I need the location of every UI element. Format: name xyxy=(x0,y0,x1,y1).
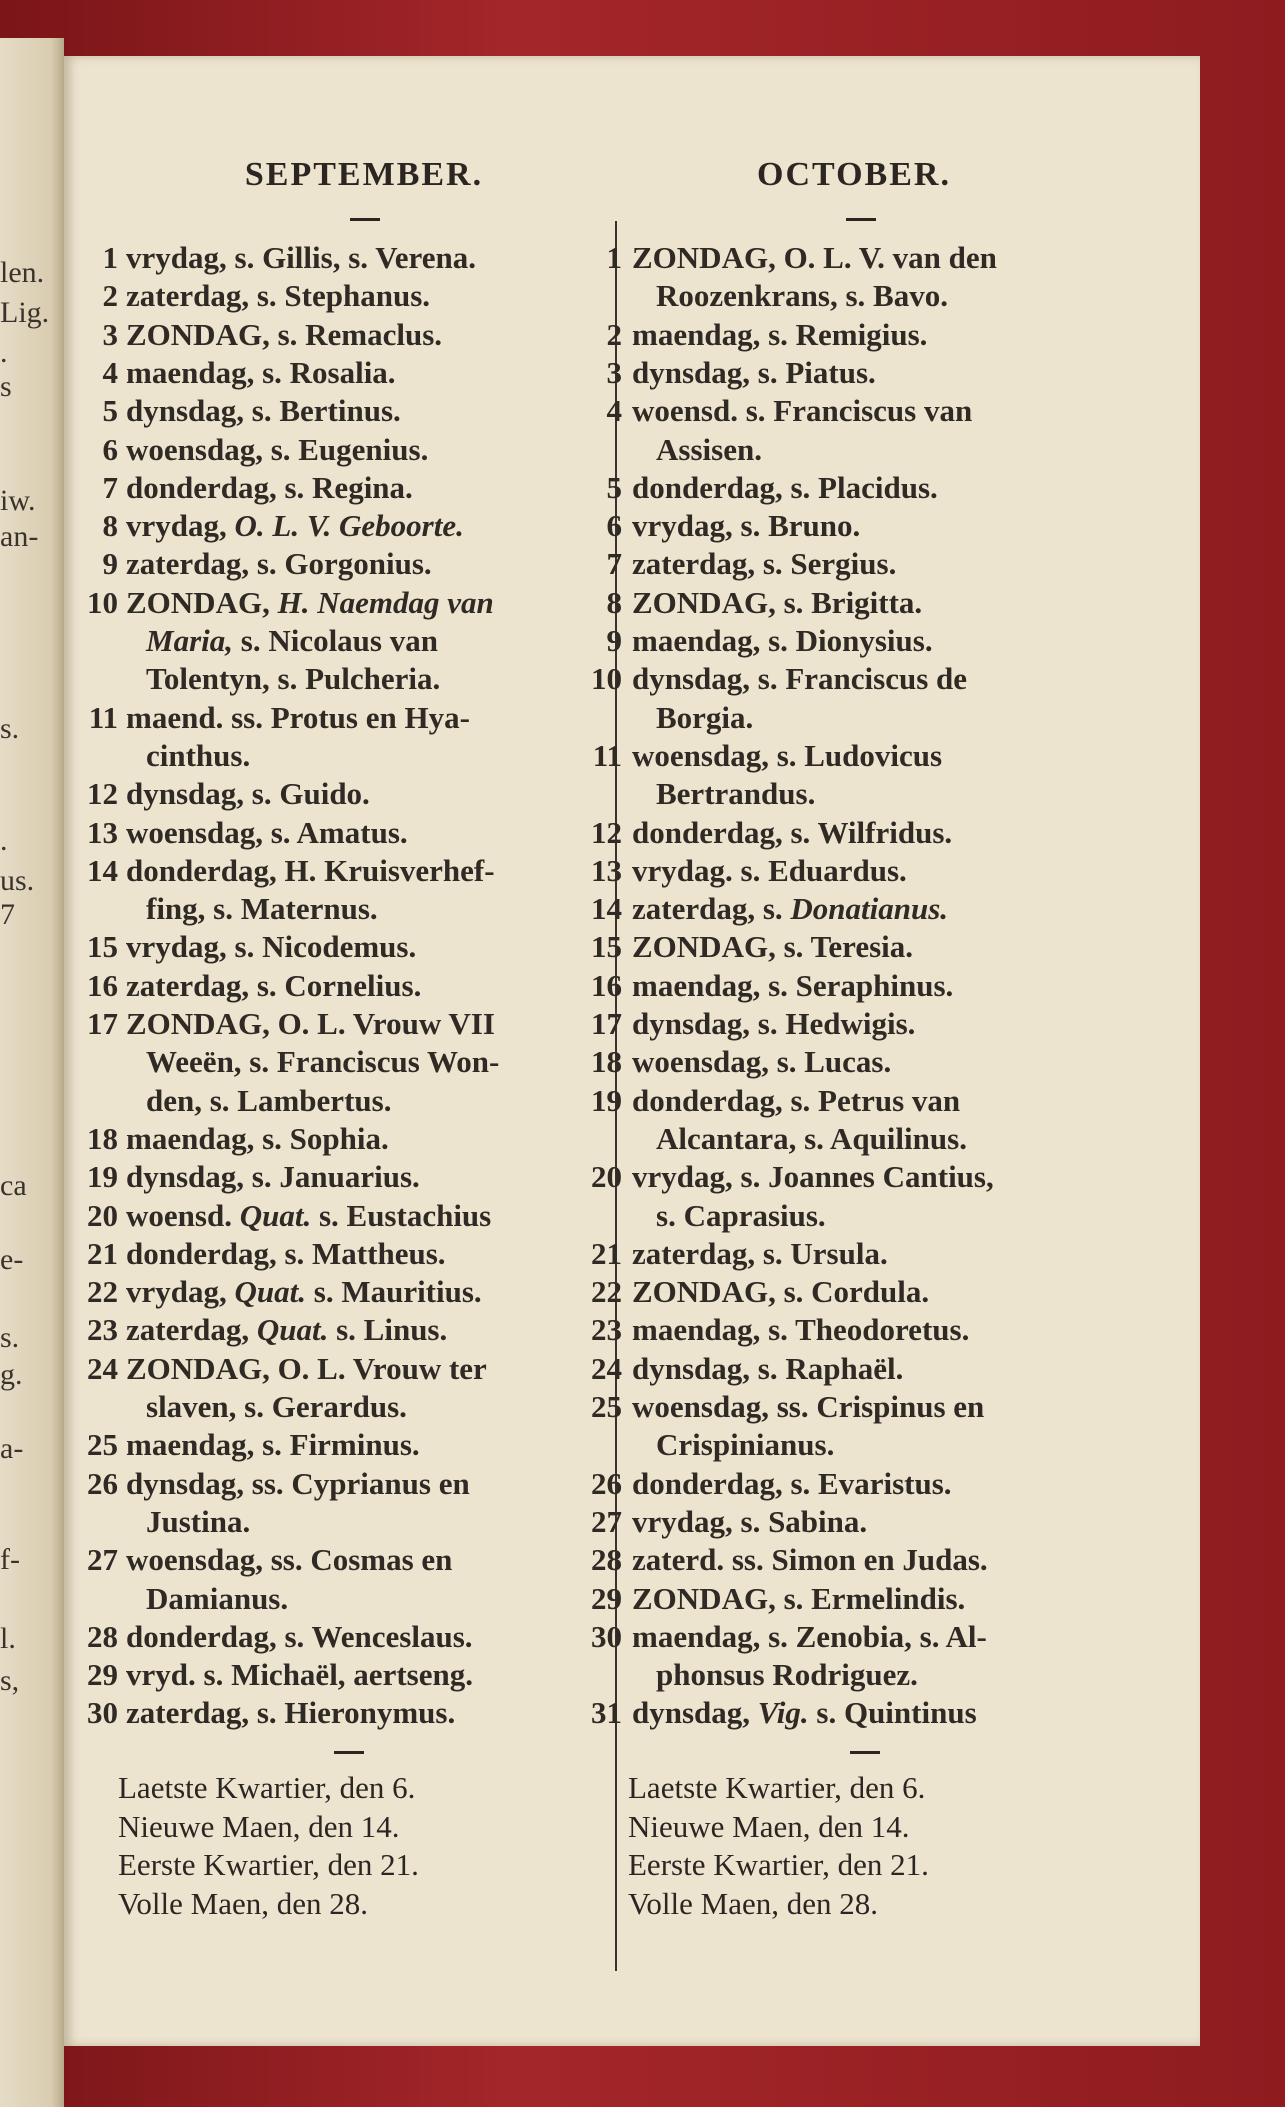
entry-line xyxy=(632,469,938,507)
day-number: 24 xyxy=(87,1350,118,1386)
day-number: 20 xyxy=(591,1159,622,1195)
entry-text: woensdag, s. Lucas. xyxy=(632,1044,892,1080)
day-number: 28 xyxy=(87,1618,118,1654)
entry-text: zaterdag, xyxy=(126,1312,257,1348)
entry-text: maendag, s. Sophia. xyxy=(126,1120,389,1156)
left-page-fragment: . xyxy=(0,824,8,858)
entry-line xyxy=(126,699,470,737)
left-page-fragment: l. xyxy=(0,1622,16,1656)
october-heading: OCTOBER. xyxy=(757,156,951,193)
entry-text: woensdag, s. Ludovicus xyxy=(632,737,943,773)
entry-text: O. L. V. Geboorte. xyxy=(234,508,464,544)
entry-line xyxy=(632,1503,867,1541)
left-page-fragment: len. xyxy=(0,255,45,289)
entry-text: dynsdag, s. Januarius. xyxy=(126,1159,420,1195)
day-number: 1 xyxy=(606,240,622,275)
day-number: 25 xyxy=(591,1389,622,1424)
entry-line xyxy=(126,1311,447,1349)
entry-line xyxy=(126,1541,452,1579)
entry-line xyxy=(126,775,370,813)
entry-line xyxy=(632,814,952,852)
left-page-fragment: s. xyxy=(0,1321,20,1355)
day-number: 19 xyxy=(591,1082,622,1118)
entry-line xyxy=(126,469,413,507)
entry-text: dynsdag, s. Hedwigis. xyxy=(632,1006,916,1041)
day-number: 10 xyxy=(87,584,118,620)
entry-text: Maria, xyxy=(146,623,233,658)
entry-text: H. Naemdag van xyxy=(277,584,494,620)
day-number: 29 xyxy=(87,1657,118,1693)
day-number: 1 xyxy=(102,240,118,275)
day-number: 10 xyxy=(591,661,622,697)
day-number: 22 xyxy=(591,1274,622,1310)
day-number: 8 xyxy=(606,584,622,620)
entry-text: dynsdag, s. Guido. xyxy=(126,776,370,812)
entry-line xyxy=(126,1350,487,1388)
moon-section-rule xyxy=(334,1751,364,1754)
day-number: 9 xyxy=(102,546,118,582)
entry-line xyxy=(146,1043,499,1081)
entry-line xyxy=(632,928,913,966)
day-number: 5 xyxy=(102,393,118,429)
entry-line xyxy=(126,354,396,392)
entry-text: Damianus. xyxy=(146,1580,289,1616)
calendar-page xyxy=(64,56,1200,2046)
entry-text: vrydag, s. Sabina. xyxy=(632,1503,868,1539)
day-number: 9 xyxy=(606,623,622,658)
entry-line xyxy=(126,1005,495,1043)
entry-line xyxy=(632,1082,960,1120)
entry-text: s. Caprasius. xyxy=(656,1197,826,1233)
entry-text: zaterdag, s. Ursula. xyxy=(632,1235,888,1271)
entry-text: Assisen. xyxy=(656,431,762,467)
entry-text: vrydag, s. Bruno. xyxy=(632,508,861,544)
entry-text: donderdag, s. Mattheus. xyxy=(126,1235,446,1271)
day-number: 30 xyxy=(87,1695,118,1731)
entry-text: Tolentyn, s. Pulcheria. xyxy=(146,661,441,697)
entry-text: maendag, s. Theodoretus. xyxy=(632,1312,970,1348)
entry-text: donderdag, H. Kruisverhef- xyxy=(126,852,495,888)
entry-line xyxy=(632,1465,952,1503)
day-number: 25 xyxy=(87,1427,118,1463)
day-number: 26 xyxy=(87,1465,118,1501)
day-number: 2 xyxy=(606,316,622,352)
entry-line xyxy=(656,431,762,469)
moon-phase: Eerste Kwartier, den 21. xyxy=(628,1847,929,1882)
day-number: 28 xyxy=(591,1542,622,1578)
entry-line xyxy=(126,1618,473,1656)
entry-line xyxy=(146,1388,407,1426)
entry-line xyxy=(146,1082,391,1120)
entry-text: zaterdag, s. xyxy=(632,891,791,927)
entry-text: vrydag, xyxy=(126,508,235,544)
entry-line xyxy=(632,354,876,392)
entry-text: dynsdag, s. Bertinus. xyxy=(126,393,401,429)
day-number: 12 xyxy=(87,776,118,812)
day-number: 19 xyxy=(87,1159,118,1195)
entry-line xyxy=(632,1694,977,1732)
day-number: 6 xyxy=(606,508,622,544)
entry-text: s. Nicolaus van xyxy=(233,623,438,658)
entry-line xyxy=(632,1311,969,1349)
entry-text: Justina. xyxy=(146,1503,251,1539)
left-page-fragment: ca xyxy=(0,1169,27,1203)
day-number: 18 xyxy=(87,1120,118,1156)
entry-text: s. Eustachius xyxy=(311,1197,492,1233)
entry-text: zaterdag, s. Stephanus. xyxy=(126,278,431,314)
entry-text: Borgia. xyxy=(656,699,754,735)
entry-text: dynsdag, s. Piatus. xyxy=(632,354,876,390)
day-number: 7 xyxy=(606,546,622,582)
entry-text: zaterdag, s. Hieronymus. xyxy=(126,1695,456,1731)
entry-line xyxy=(632,239,997,277)
day-number: 16 xyxy=(591,967,622,1003)
day-number: 27 xyxy=(591,1503,622,1539)
entry-text: Crispinianus. xyxy=(656,1427,835,1463)
entry-line xyxy=(632,1618,987,1656)
entry-line xyxy=(126,239,476,277)
entry-text: ZONDAG, O. L. V. van den xyxy=(632,240,997,275)
day-number: 3 xyxy=(606,354,622,390)
left-page-fragment: . xyxy=(0,336,8,370)
entry-text: Quat. xyxy=(256,1312,329,1348)
day-number: 17 xyxy=(87,1006,118,1041)
entry-line xyxy=(126,316,442,354)
entry-line xyxy=(126,928,416,966)
entry-line xyxy=(126,584,494,622)
entry-line xyxy=(656,277,948,315)
entry-line xyxy=(632,622,933,660)
day-number: 12 xyxy=(591,814,622,850)
entry-text: den, s. Lambertus. xyxy=(146,1082,392,1118)
entry-line xyxy=(146,890,378,928)
day-number: 27 xyxy=(87,1542,118,1578)
entry-text: maendag, s. Firminus. xyxy=(126,1427,420,1463)
day-number: 18 xyxy=(591,1044,622,1080)
entry-line xyxy=(656,775,815,813)
moon-phase: Nieuwe Maen, den 14. xyxy=(118,1808,400,1844)
entry-text: Roozenkrans, s. Bavo. xyxy=(656,278,948,314)
entry-text: s. Mauritius. xyxy=(306,1274,482,1310)
entry-line xyxy=(656,1120,967,1158)
entry-text: woensd. s. Franciscus van xyxy=(632,393,973,429)
entry-text: maendag, s. Zenobia, s. Al- xyxy=(632,1618,987,1654)
entry-line xyxy=(126,507,464,545)
moon-phase: Volle Maen, den 28. xyxy=(628,1885,878,1921)
entry-text: phonsus Rodriguez. xyxy=(656,1657,918,1693)
entry-text: cinthus. xyxy=(146,737,251,773)
entry-text: ZONDAG, s. Teresia. xyxy=(632,929,914,965)
entry-text: ZONDAG, s. Remaclus. xyxy=(126,316,443,352)
entry-text: donderdag, s. Evaristus. xyxy=(632,1465,952,1501)
entry-text: ZONDAG, s. Brigitta. xyxy=(632,584,923,620)
left-page-fragment: s. xyxy=(0,712,20,746)
day-number: 15 xyxy=(591,929,622,965)
entry-text: zaterdag, s. Sergius. xyxy=(632,546,897,582)
entry-text: zaterd. ss. Simon en Judas. xyxy=(632,1542,988,1578)
entry-text: ZONDAG, s. Cordula. xyxy=(632,1274,930,1310)
left-page-fragment: a- xyxy=(0,1431,24,1465)
day-number: 14 xyxy=(87,852,118,888)
entry-line xyxy=(632,1580,965,1618)
entry-text: maendag, s. Dionysius. xyxy=(632,623,933,658)
entry-line xyxy=(126,1197,491,1235)
entry-text: maend. ss. Protus en Hya- xyxy=(126,699,470,735)
entry-text: dynsdag, s. Raphaël. xyxy=(632,1350,904,1386)
left-page-fragment: Lig. xyxy=(0,295,50,329)
entry-line xyxy=(126,431,428,469)
entry-line xyxy=(126,1694,455,1732)
day-number: 24 xyxy=(591,1350,622,1386)
moon-phase: Eerste Kwartier, den 21. xyxy=(118,1847,419,1882)
left-page-fragment: g. xyxy=(0,1357,23,1391)
entry-text: zaterdag, s. Gorgonius. xyxy=(126,546,432,582)
entry-text: Vig. xyxy=(757,1695,809,1731)
entry-text: ZONDAG, O. L. Vrouw ter xyxy=(126,1350,487,1386)
moon-phase: Laetste Kwartier, den 6. xyxy=(628,1770,926,1805)
day-number: 8 xyxy=(102,508,118,544)
entry-text: woensdag, ss. Crispinus en xyxy=(632,1389,985,1424)
entry-text: dynsdag, xyxy=(632,1695,758,1731)
day-number: 23 xyxy=(87,1312,118,1348)
entry-text: donderdag, s. Petrus van xyxy=(632,1082,961,1118)
entry-line xyxy=(632,1158,994,1196)
day-number: 5 xyxy=(606,469,622,505)
day-number: 4 xyxy=(102,354,118,390)
left-page-fragment: s xyxy=(0,369,12,403)
entry-line xyxy=(632,1388,984,1426)
day-number: 17 xyxy=(591,1006,622,1041)
day-number: 15 xyxy=(87,929,118,965)
entry-text: Quat. xyxy=(234,1274,306,1310)
entry-text: vrydag, s. Joannes Cantius, xyxy=(632,1159,994,1195)
entry-text: Donatianus. xyxy=(790,891,949,927)
entry-text: woensdag, ss. Cosmas en xyxy=(126,1542,453,1578)
day-number: 16 xyxy=(87,967,118,1003)
left-page-fragment: s, xyxy=(0,1664,20,1698)
entry-line xyxy=(656,1656,918,1694)
day-number: 6 xyxy=(102,431,118,467)
entry-text: slaven, s. Gerardus. xyxy=(146,1389,407,1424)
entry-line xyxy=(656,1426,834,1464)
entry-line xyxy=(656,1197,826,1235)
day-number: 21 xyxy=(87,1235,118,1271)
moon-phase: Nieuwe Maen, den 14. xyxy=(628,1808,910,1844)
entry-line xyxy=(146,660,440,698)
entry-text: s. Quintinus xyxy=(808,1695,977,1731)
entry-text: vryd. s. Michaël, aertseng. xyxy=(126,1657,473,1693)
entry-text: fing, s. Maternus. xyxy=(146,891,378,927)
entry-line xyxy=(146,1580,288,1618)
left-page-fragment: 7 xyxy=(0,897,15,931)
entry-text: vrydag. s. Eduardus. xyxy=(632,852,907,888)
september-heading: SEPTEMBER. xyxy=(244,156,484,193)
entry-text: dynsdag, ss. Cyprianus en xyxy=(126,1465,470,1501)
day-number: 13 xyxy=(87,814,118,850)
entry-text: woensdag, s. Eugenius. xyxy=(126,431,429,467)
entry-line xyxy=(632,1541,988,1579)
day-number: 26 xyxy=(591,1465,622,1501)
entry-text: donderdag, s. Wilfridus. xyxy=(632,814,953,850)
left-page-fragment: an- xyxy=(0,520,39,554)
entry-line xyxy=(126,1120,389,1158)
entry-text: vrydag, xyxy=(126,1274,235,1310)
left-page-fragment: us. xyxy=(0,864,35,898)
day-number: 7 xyxy=(102,469,118,505)
entry-line xyxy=(632,660,967,698)
entry-text: Bertrandus. xyxy=(656,776,816,812)
entry-line xyxy=(146,622,438,660)
moon-phase: Laetste Kwartier, den 6. xyxy=(118,1770,416,1805)
entry-text: Weeën, s. Franciscus Won- xyxy=(146,1044,500,1080)
entry-line xyxy=(632,392,972,430)
entry-text: Alcantara, s. Aquilinus. xyxy=(656,1120,967,1156)
entry-line xyxy=(126,814,408,852)
entry-text: zaterdag, s. Cornelius. xyxy=(126,967,422,1003)
left-page-fragment: e- xyxy=(0,1243,24,1277)
entry-text: maendag, s. Remigius. xyxy=(632,316,928,352)
entry-text: donderdag, s. Regina. xyxy=(126,469,413,505)
day-number: 4 xyxy=(606,393,622,429)
entry-line xyxy=(632,1005,915,1043)
entry-line xyxy=(632,1350,903,1388)
entry-line xyxy=(126,1273,482,1311)
entry-line xyxy=(126,1465,470,1503)
entry-line xyxy=(632,737,942,775)
entry-text: Quat. xyxy=(239,1197,312,1233)
entry-text: dynsdag, s. Franciscus de xyxy=(632,661,968,697)
day-number: 29 xyxy=(591,1580,622,1616)
left-page-fragment: iw. xyxy=(0,484,36,517)
entry-line xyxy=(632,545,896,583)
day-number: 30 xyxy=(591,1618,622,1654)
entry-line xyxy=(632,584,922,622)
day-number: 20 xyxy=(87,1197,118,1233)
left-page-fragment: f- xyxy=(0,1543,20,1577)
entry-text: woensd. xyxy=(126,1197,240,1233)
day-number: 13 xyxy=(591,852,622,888)
entry-line xyxy=(632,890,948,928)
entry-line xyxy=(632,967,953,1005)
day-number: 21 xyxy=(591,1235,622,1271)
entry-text: vrydag, s. Gillis, s. Verena. xyxy=(126,240,476,275)
entry-line xyxy=(632,1043,891,1081)
entry-line xyxy=(126,1426,420,1464)
entry-line xyxy=(656,699,753,737)
day-number: 23 xyxy=(591,1312,622,1348)
entry-line xyxy=(632,852,907,890)
entry-text: vrydag, s. Nicodemus. xyxy=(126,929,417,965)
entry-line xyxy=(632,316,927,354)
entry-line xyxy=(126,967,421,1005)
day-number: 31 xyxy=(591,1695,622,1731)
entry-text: maendag, s. Rosalia. xyxy=(126,354,396,390)
day-number: 22 xyxy=(87,1274,118,1310)
left-page-edge xyxy=(0,38,64,2107)
day-number: 2 xyxy=(102,278,118,314)
heading-rule xyxy=(846,218,876,221)
entry-text: ZONDAG, O. L. Vrouw VII xyxy=(126,1006,495,1041)
entry-line xyxy=(146,1503,250,1541)
moon-section-rule xyxy=(850,1751,880,1754)
entry-line xyxy=(126,1235,446,1273)
entry-text: ZONDAG, xyxy=(126,584,278,620)
entry-line xyxy=(126,277,430,315)
entry-line xyxy=(126,852,495,890)
day-number: 11 xyxy=(592,737,622,773)
entry-text: donderdag, s. Wenceslaus. xyxy=(126,1618,473,1654)
entry-line xyxy=(632,507,860,545)
entry-text: maendag, s. Seraphinus. xyxy=(632,967,954,1003)
entry-text: woensdag, s. Amatus. xyxy=(126,814,408,850)
day-number: 11 xyxy=(88,699,118,735)
entry-line xyxy=(632,1273,929,1311)
entry-line xyxy=(126,1158,420,1196)
entry-line xyxy=(126,545,432,583)
entry-line xyxy=(146,737,250,775)
day-number: 14 xyxy=(591,891,622,927)
entry-text: donderdag, s. Placidus. xyxy=(632,469,938,505)
heading-rule xyxy=(350,218,380,221)
entry-text: s. Linus. xyxy=(328,1312,448,1348)
entry-line xyxy=(632,1235,888,1273)
entry-text: ZONDAG, s. Ermelindis. xyxy=(632,1580,966,1616)
entry-line xyxy=(126,392,401,430)
entry-line xyxy=(126,1656,473,1694)
day-number: 3 xyxy=(102,316,118,352)
moon-phase: Volle Maen, den 28. xyxy=(118,1885,368,1921)
